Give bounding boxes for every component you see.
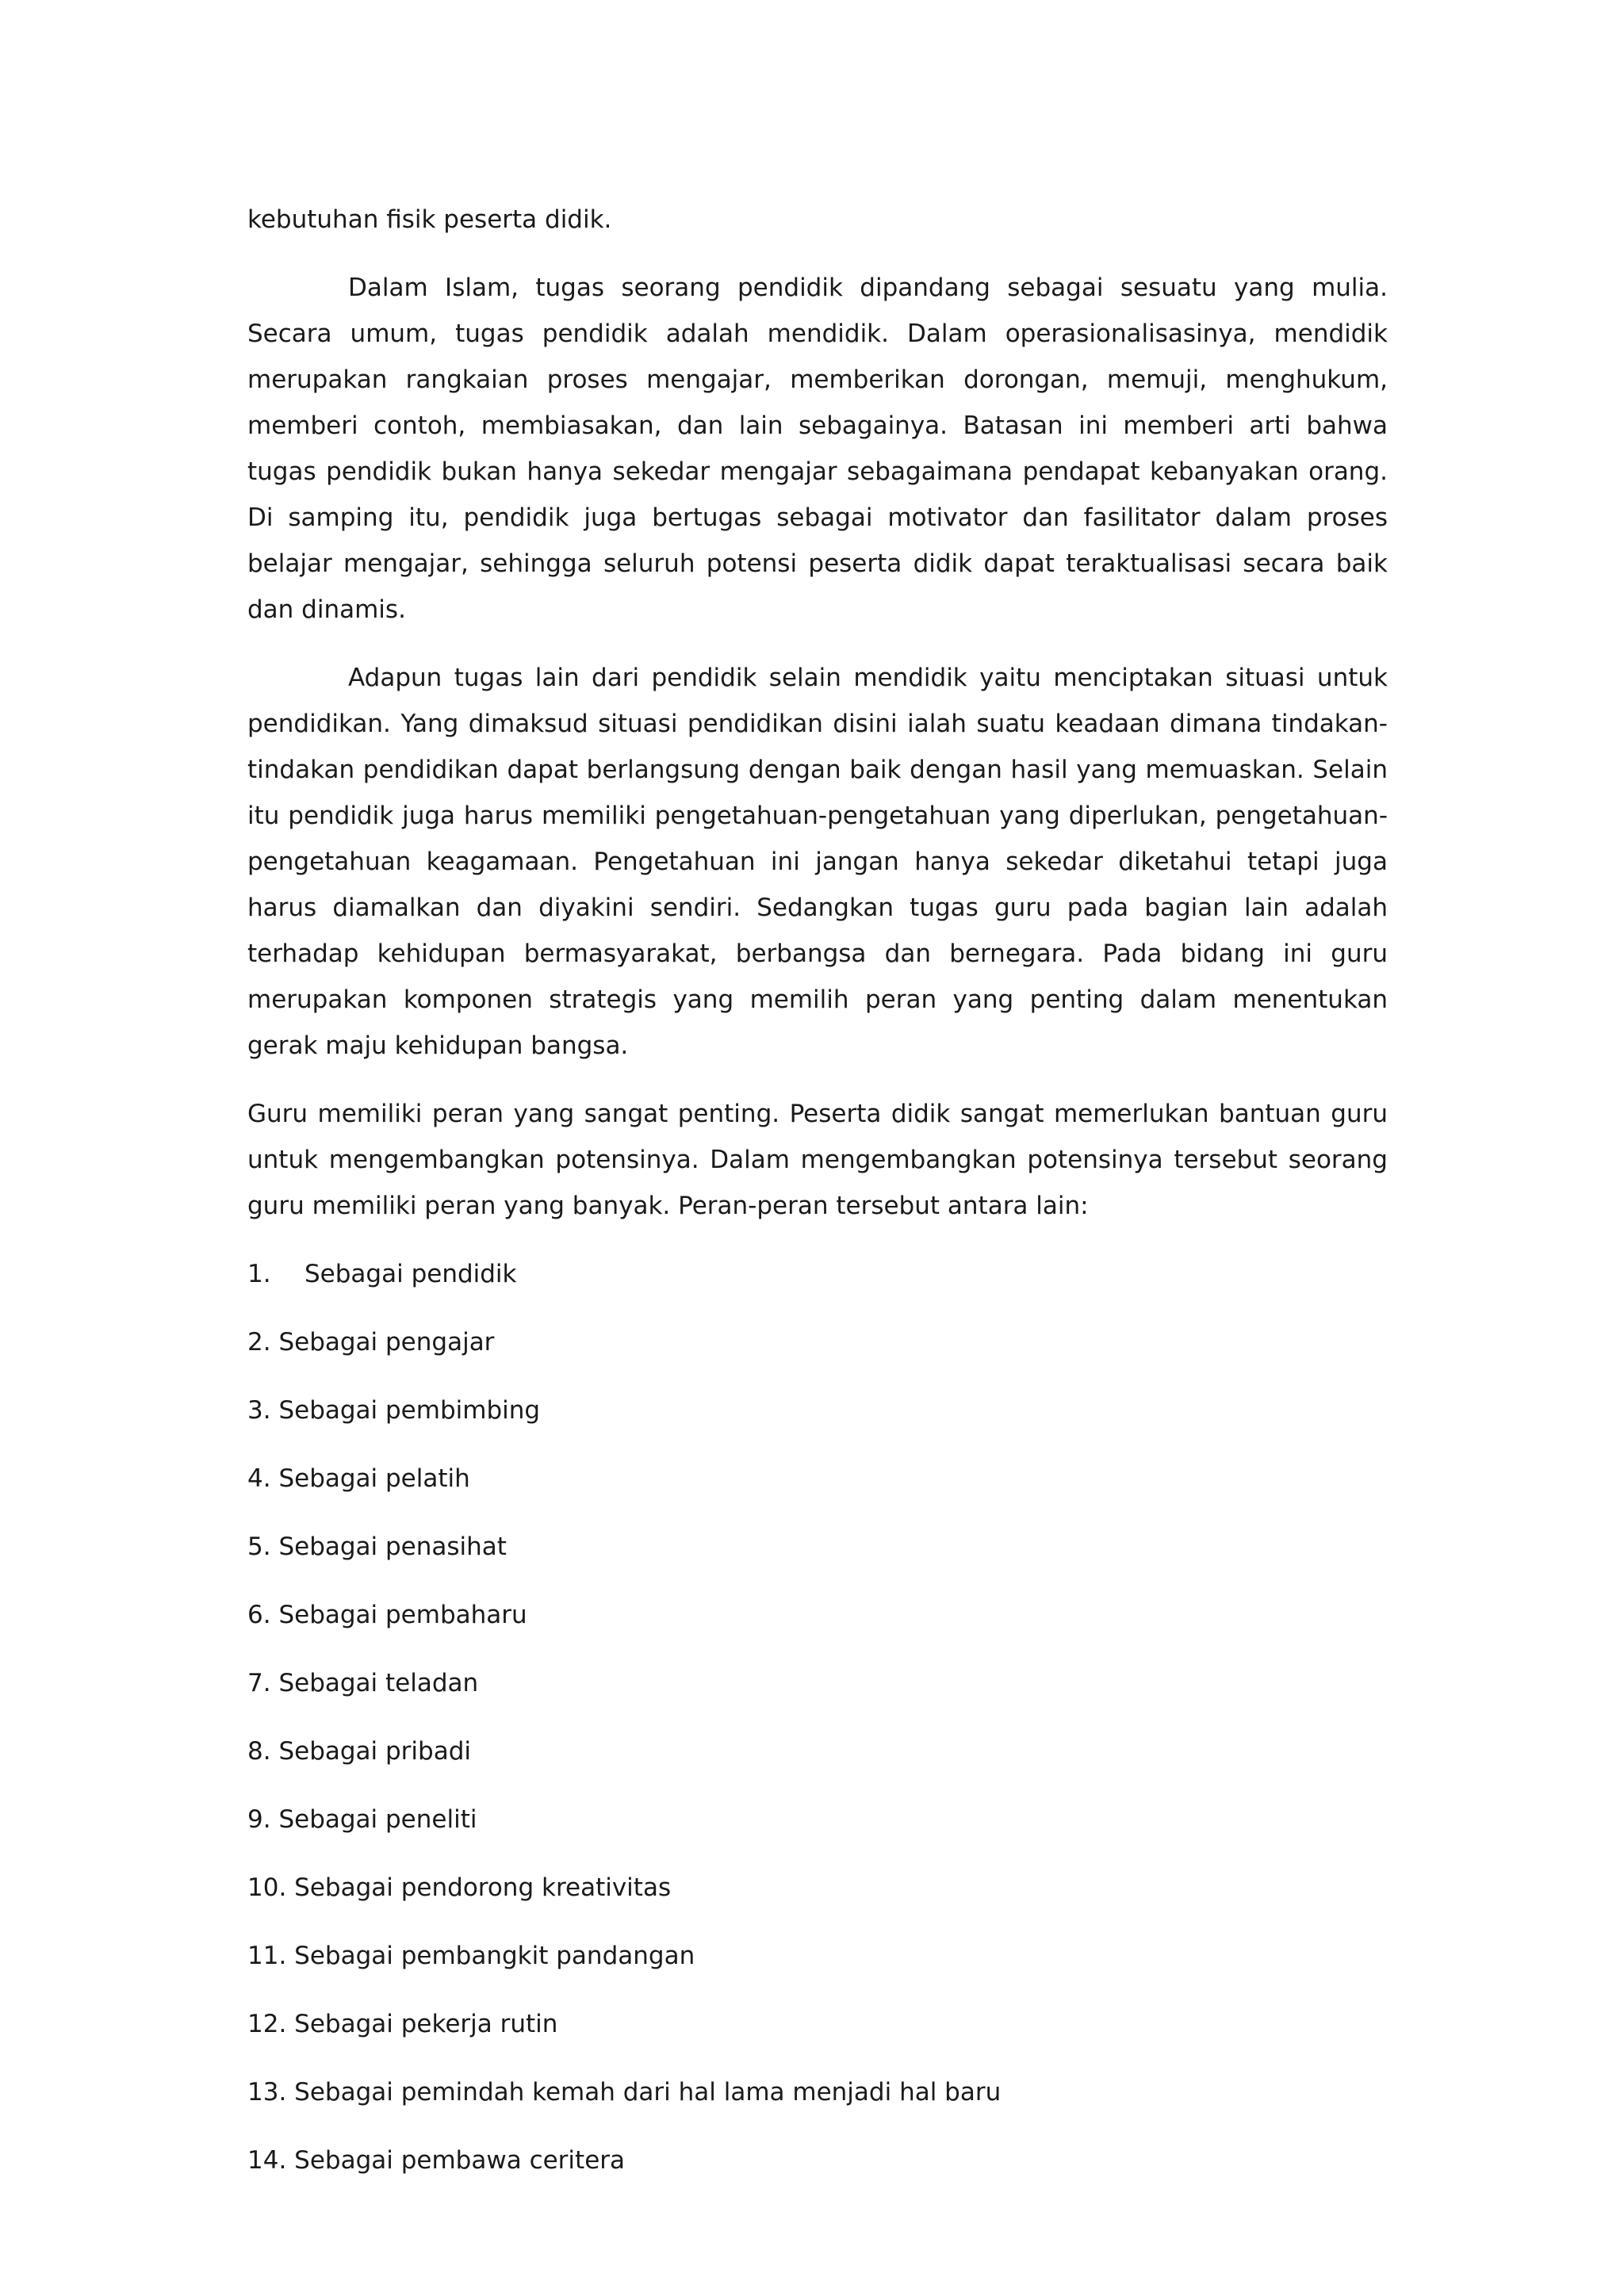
list-number: 2. [247, 1328, 271, 1357]
list-text: Sebagai pendorong kreativitas [294, 1873, 672, 1902]
list-item [247, 1592, 1388, 1638]
list-number: 12. [247, 2010, 287, 2038]
list-item [247, 1933, 1388, 1979]
list-number: 9. [247, 1805, 271, 1834]
list-number: 4. [247, 1464, 271, 1493]
paragraph-peran-guru: Guru memiliki peran yang sangat penting. Peserta didik sangat memerlukan bantuan guru untuk mengembangkan potensinya. Dalam mengembangkan potensinya tersebut seorang guru memiliki peran yang banyak. Peran-peran tersebut antara lain: [247, 1100, 1388, 1220]
list-text: Sebagai teladan [278, 1669, 479, 1697]
list-item [247, 2001, 1388, 2047]
list-number: 14. [247, 2146, 287, 2175]
list-text: Sebagai pembangkit pandangan [294, 1942, 695, 1970]
list-number: 13. [247, 2078, 287, 2107]
list-item [247, 1728, 1388, 1774]
list-text: Sebagai peneliti [278, 1805, 477, 1834]
list-item [247, 1251, 1388, 1297]
paragraph-tugas-lain: Adapun tugas lain dari pendidik selain mendidik yaitu menciptakan situasi untuk pendidikan. Yang dimaksud situasi pendidikan disini ialah suatu keadaan dimana tindakan-tindakan pendidikan dapat berlangsung dengan baik dengan hasil yang memuaskan. Selain itu pendidik juga harus memiliki pengetahuan-pengetahuan yang diperlukan, pengetahuan-pengetahuan keagamaan. Pengetahuan ini jangan hanya sekedar diketahui tetapi juga harus diamalkan dan diyakini sendiri. Sedangkan tugas guru pada bagian lain adalah terhadap kehidupan bermasyarakat, berbangsa dan bernegara. Pada bidang ini guru merupakan komponen strategis yang memilih peran yang penting dalam menentukan gerak maju kehidupan bangsa. [247, 664, 1388, 1060]
list-number: 10. [247, 1873, 287, 1902]
document-body [247, 197, 1388, 2206]
list-item [247, 2069, 1388, 2115]
list-item [247, 1456, 1388, 1502]
list-number: 8. [247, 1737, 271, 1766]
list-number: 6. [247, 1601, 271, 1629]
list-number: 1. [247, 1260, 271, 1288]
list-item [247, 1319, 1388, 1365]
list-item [247, 1524, 1388, 1570]
list-number: 5. [247, 1533, 271, 1561]
paragraph-tugas-pendidik: Dalam Islam, tugas seorang pendidik dipandang sebagai sesuatu yang mulia. Secara umum, tugas pendidik adalah mendidik. Dalam operasionalisasinya, mendidik merupakan rangkaian proses mengajar, memberikan dorongan, memuji, menghukum, memberi contoh, membiasakan, dan lain sebagainya. Batasan ini memberi arti bahwa tugas pendidik bukan hanya sekedar mengajar sebagaimana pendapat kebanyakan orang. Di samping itu, pendidik juga bertugas sebagai motivator dan fasilitator dalam proses belajar mengajar, sehingga seluruh potensi peserta didik dapat teraktualisasi secara baik dan dinamis. [247, 274, 1388, 624]
list-text: Sebagai pekerja rutin [294, 2010, 558, 2038]
list-text: Sebagai pembawa ceritera [294, 2146, 626, 2175]
roles-list [247, 1251, 1388, 2183]
list-text: Sebagai pembimbing [278, 1396, 541, 1425]
list-item [247, 2137, 1388, 2183]
list-number: 11. [247, 1942, 287, 1970]
list-number: 7. [247, 1669, 271, 1697]
list-text: Sebagai pribadi [278, 1737, 472, 1766]
list-text: Sebagai pengajar [278, 1328, 495, 1357]
list-text: Sebagai pelatih [278, 1464, 470, 1493]
list-text: Sebagai pemindah kemah dari hal lama menjadi hal baru [294, 2078, 1002, 2107]
list-number: 3. [247, 1396, 271, 1425]
list-text: Sebagai pendidik [304, 1260, 517, 1288]
list-item [247, 1865, 1388, 1911]
list-item [247, 1660, 1388, 1706]
list-text: Sebagai pembaharu [278, 1601, 527, 1629]
list-item [247, 1387, 1388, 1433]
list-item [247, 1797, 1388, 1843]
list-text: Sebagai penasihat [278, 1533, 507, 1561]
paragraph-continuation: kebutuhan fisik peserta didik. [247, 205, 612, 234]
